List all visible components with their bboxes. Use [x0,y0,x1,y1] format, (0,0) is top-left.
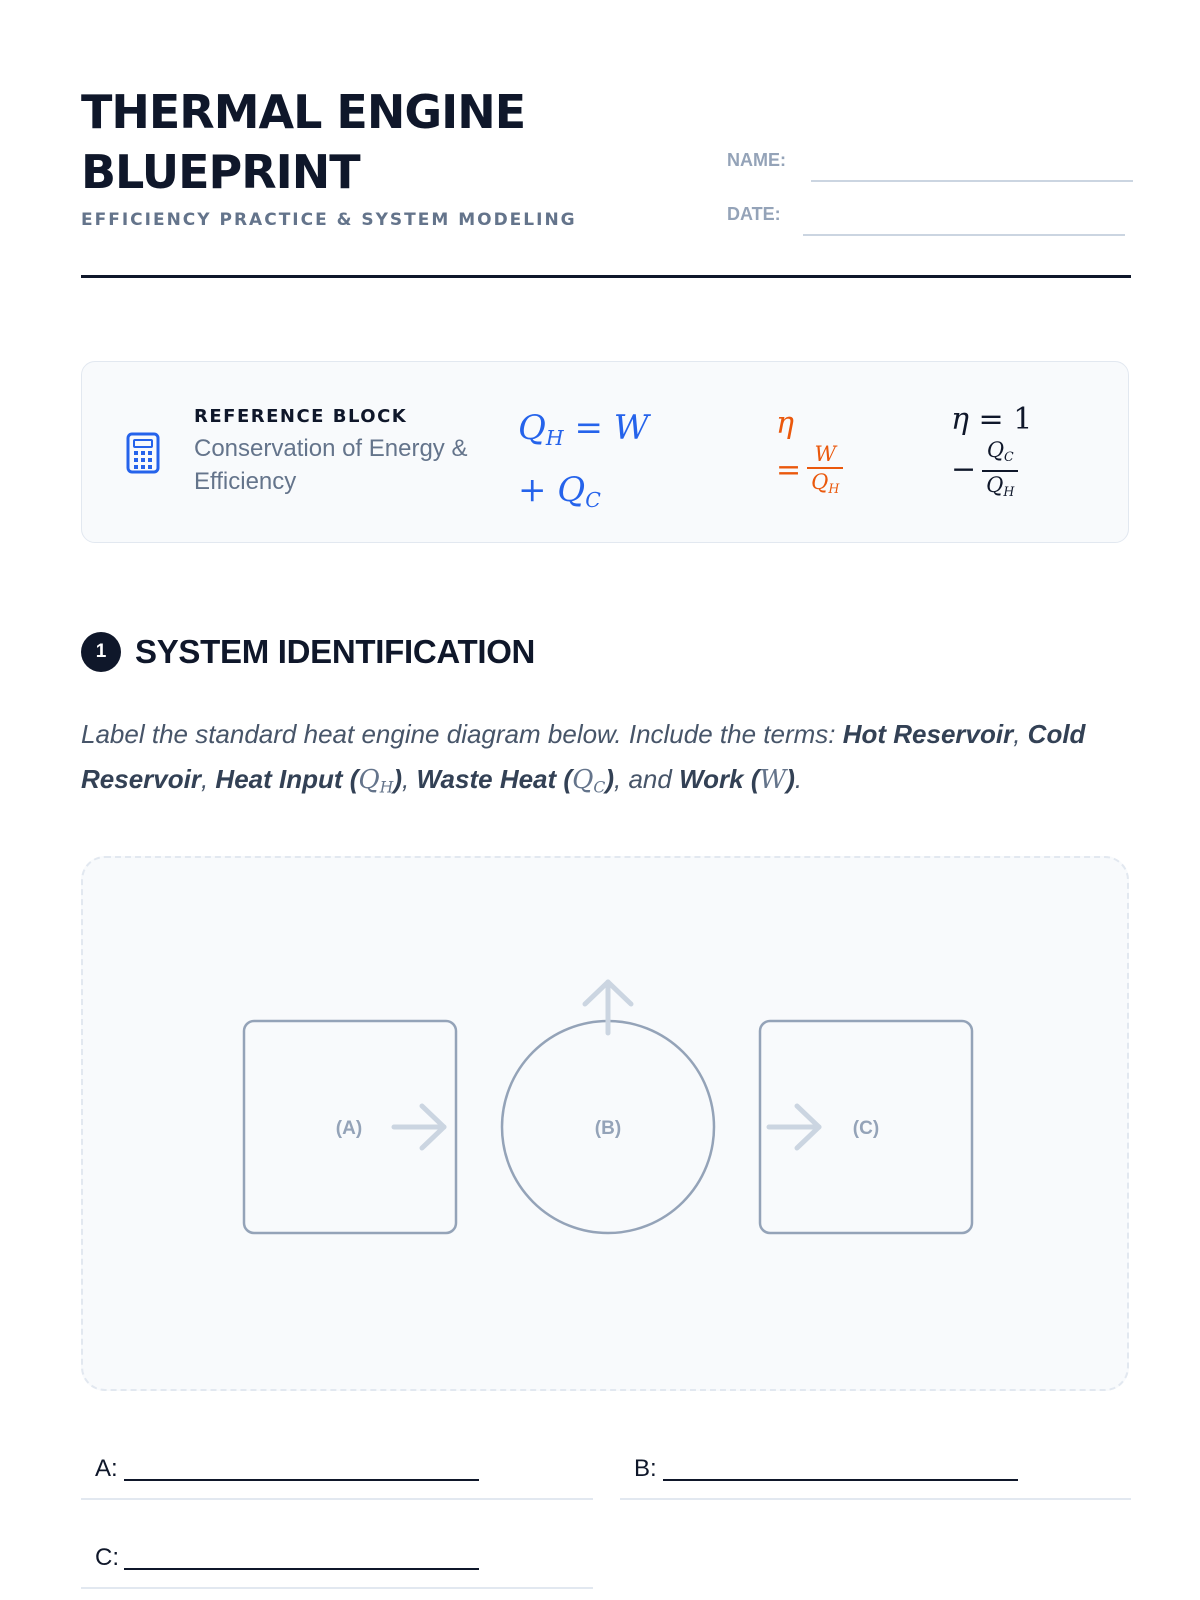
answer-field-b[interactable] [663,1479,1018,1481]
reference-title: REFERENCE BLOCK [194,406,408,427]
work-output-arrow [585,982,631,1033]
answer-label-a: A: [95,1455,118,1482]
date-field[interactable] [803,234,1125,236]
section-number-badge: 1 [81,632,121,672]
heat-engine-diagram [83,858,1127,1389]
name-field[interactable] [811,180,1133,182]
header-divider [81,275,1131,278]
answer-field-c[interactable] [124,1568,479,1570]
reference-description: Conservation of Energy & Efficiency [194,435,468,495]
answer-row-b [620,1498,1131,1500]
waste-heat-arrow [769,1106,819,1148]
answer-label-c: C: [95,1544,119,1571]
calculator-icon [126,432,160,474]
worksheet-title: THERMAL ENGINE BLUEPRINT [81,85,526,199]
diagram-label-a: (A) [335,1118,363,1139]
answer-row-a [81,1498,593,1500]
heat-input-arrow [394,1106,444,1148]
section-instruction: Label the standard heat engine diagram below. Include the terms: Hot Reservoir, Cold Reservoir, Heat Input $(Q_H)$, Waste Heat $(Q_C)$, and Work (W). [81,719,1086,797]
answer-label-b: B: [634,1455,657,1482]
worksheet-subtitle: EFFICIENCY PRACTICE & SYSTEM MODELING [81,210,577,230]
section-title: SYSTEM IDENTIFICATION [135,633,536,670]
diagram-label-b: (B) [594,1118,622,1139]
answer-field-a[interactable] [124,1479,479,1481]
energy-conservation-equation: $Q_H = W$ + $Q_C$ [518,408,649,513]
date-label: DATE: [727,204,781,224]
efficiency-equation: η = $\frac{W}{Q_H}$ [776,406,843,502]
name-label: NAME: [727,150,786,170]
diagram-area [81,856,1129,1391]
efficiency-alternate-equation: η = 1 − $\frac{Q_C}{Q_H}$ [951,402,1033,499]
diagram-label-c: (C) [852,1118,880,1139]
answer-row-c [81,1587,593,1589]
reference-block [81,361,1129,543]
